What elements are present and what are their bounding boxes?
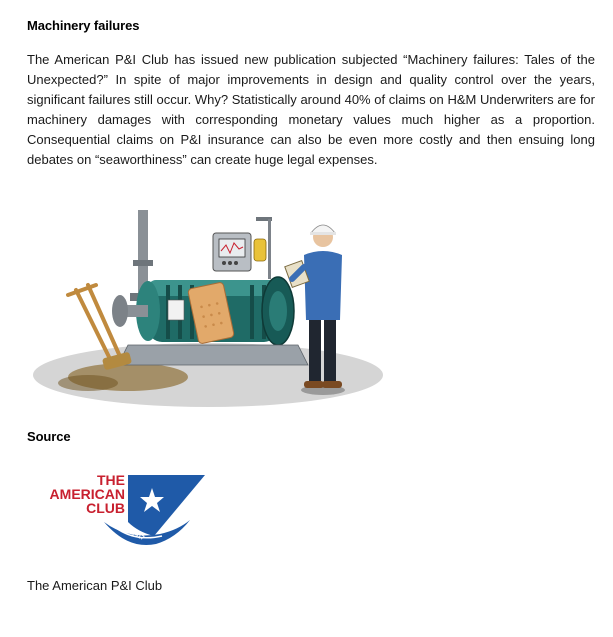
source-caption: The American P&I Club [27, 578, 163, 593]
logo-year: 1917 [130, 531, 145, 542]
article-body: The American P&I Club has issued new publication subjected “Machinery failures: Tales of the Unexpected?” In spite of major improvements in design and quality control over the years, significant failures still occur. Why? Statistically around 40% of claims on H&M Underwriters are for machinery damages with corresponding monetary values much higher as a proportion. Consequential claims on P&I insurance can also be even more costly and then ensuing long debates on “seaworthiness” can create huge legal expenses. [27, 52, 595, 167]
american-club-logo [28, 472, 208, 548]
logo-line-american: AMERICAN [49, 486, 125, 502]
oil-reservoir [254, 239, 266, 261]
logo-line-the: THE [97, 472, 125, 488]
logo-line-club: CLUB [86, 500, 125, 516]
machinery-illustration [28, 205, 383, 413]
machine-base [118, 345, 308, 365]
source-heading: Source [27, 429, 71, 444]
logo-pennant [128, 475, 205, 536]
article-title: Machinery failures [27, 18, 140, 33]
